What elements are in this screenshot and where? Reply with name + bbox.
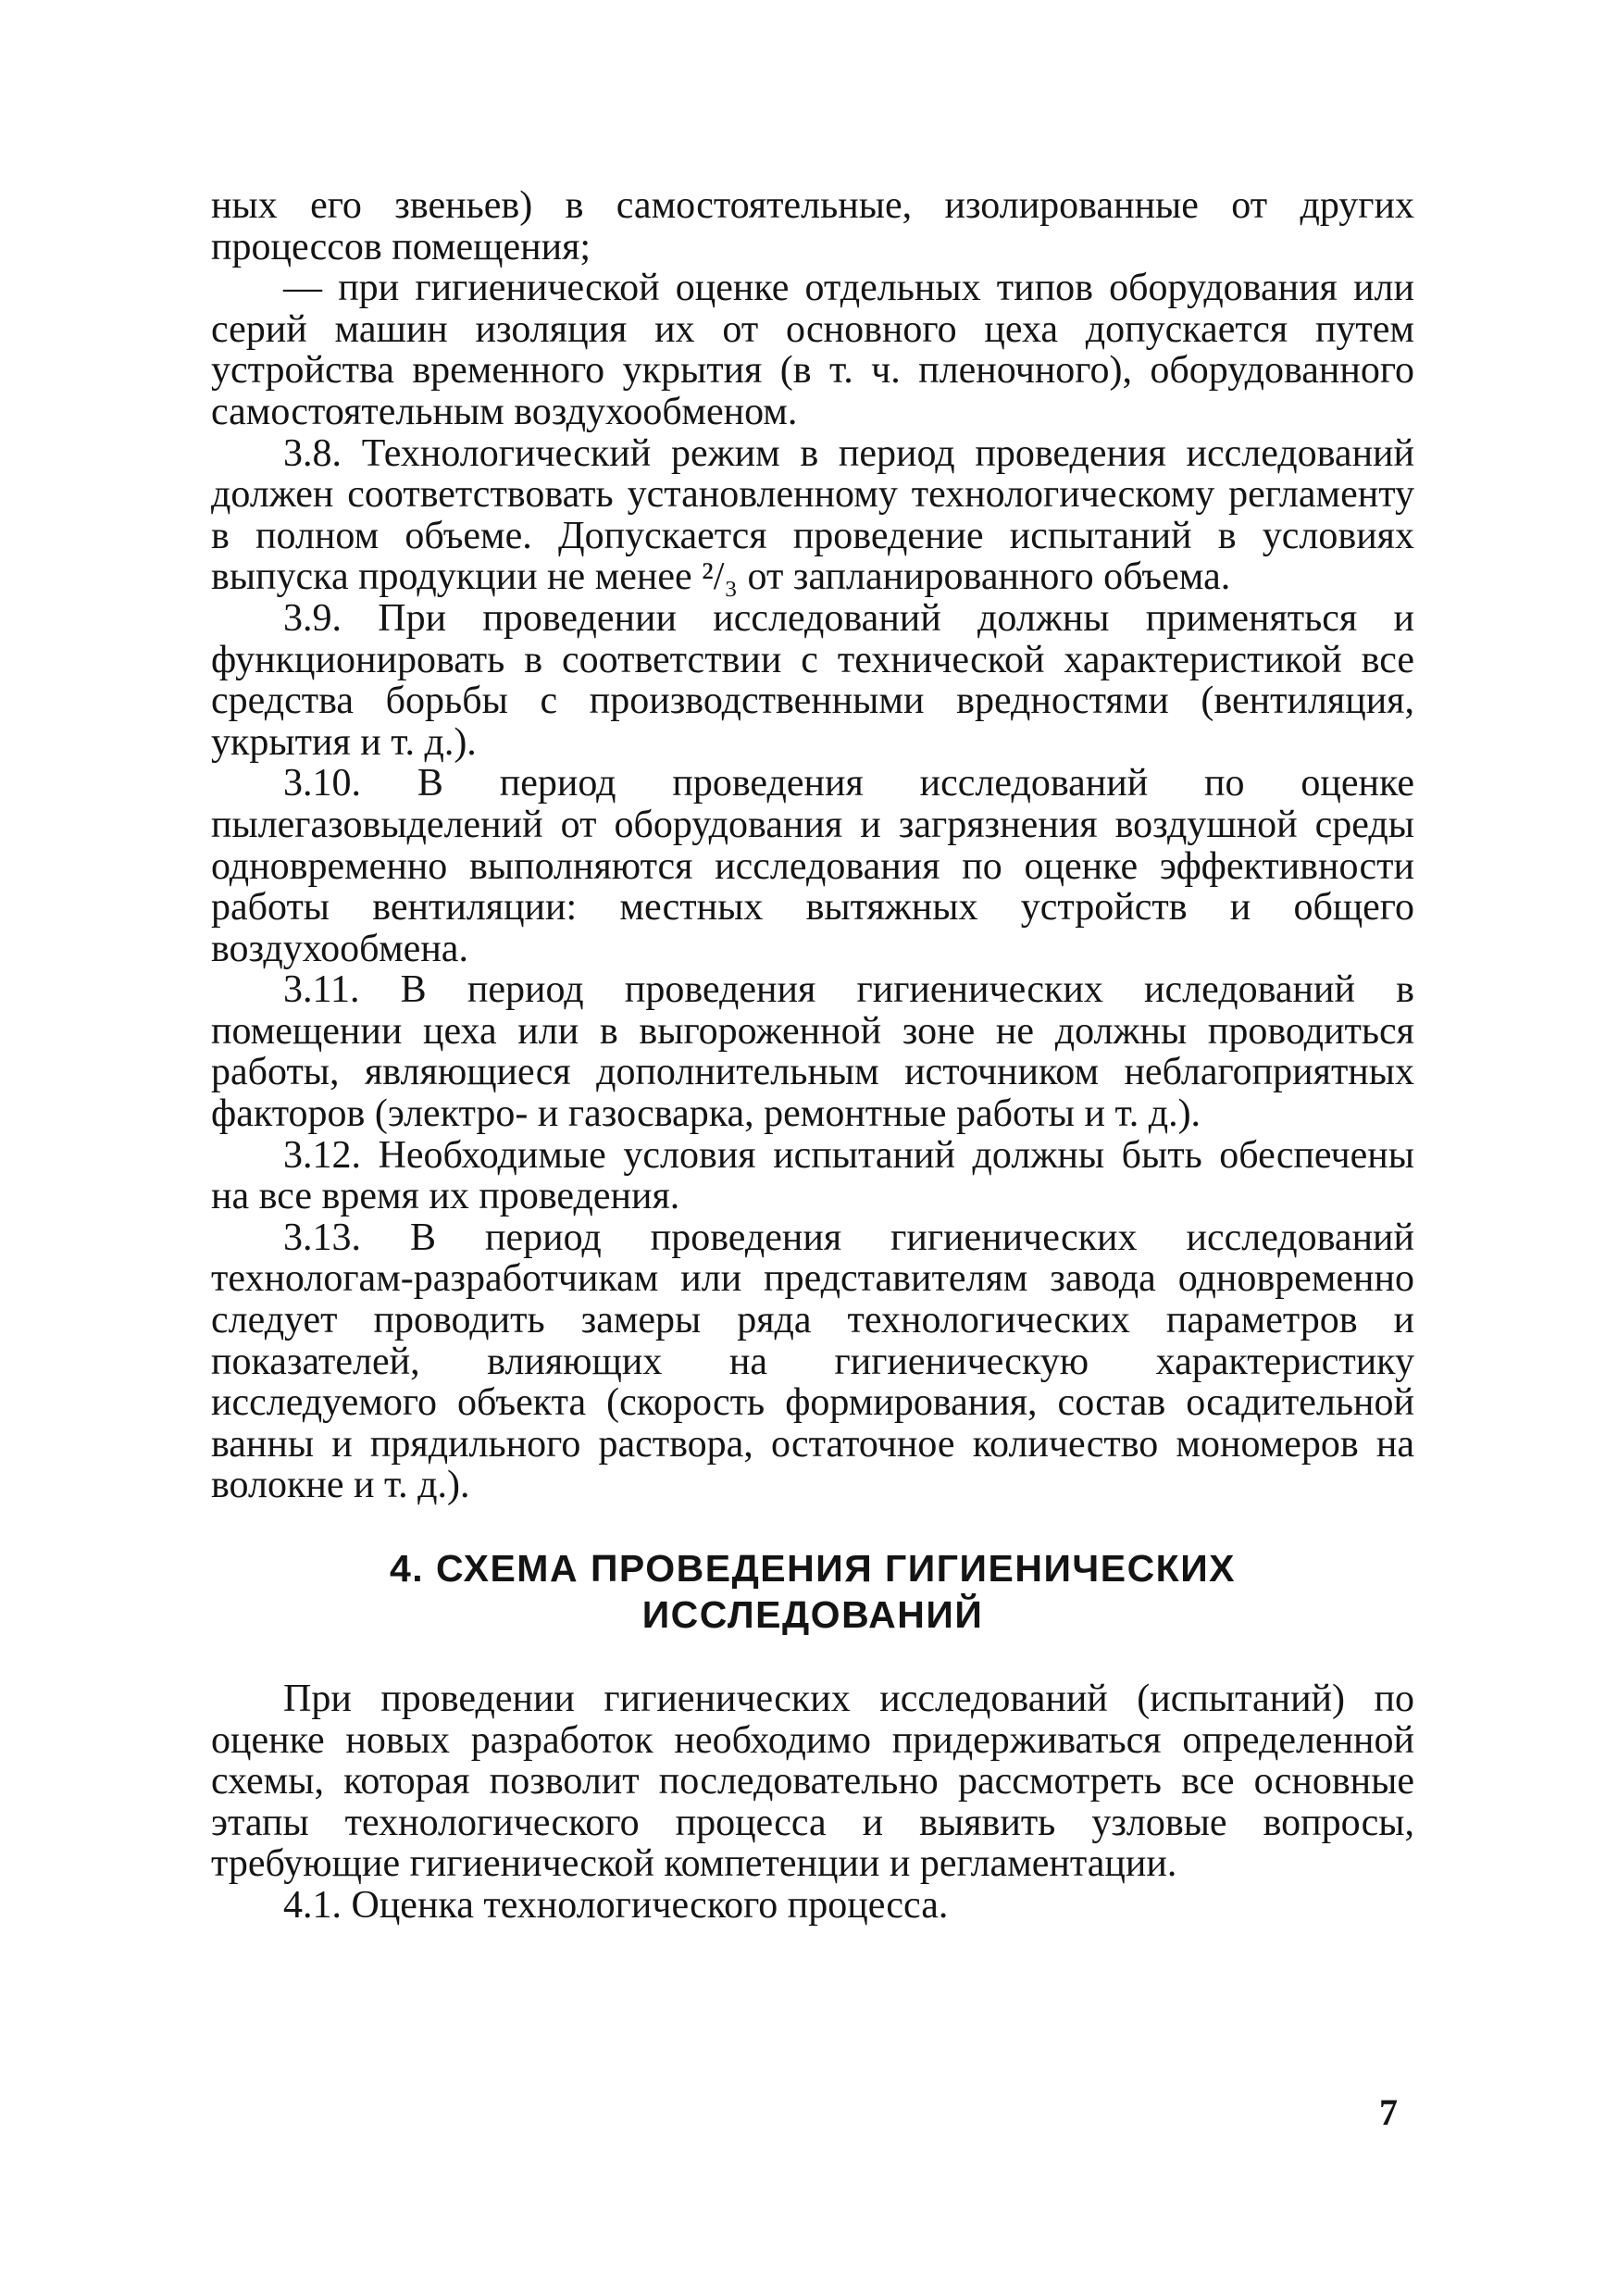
section-4-heading — [211, 1545, 1414, 1638]
paragraph-section-4-intro: При проведении гигиенических исследований (испытаний) по оценке новых разработок необходимо придерживаться определенной схемы, которая позволит последовательно рассмотреть все основные этапы технологического процесса и выявить узловые вопросы, требующие гигиенической компетенции и регламентации. — [211, 1678, 1414, 1886]
section-heading-line-1: 4. СХЕМА ПРОВЕДЕНИЯ ГИГИЕНИЧЕСКИХ — [389, 1547, 1237, 1590]
section-heading-line-2: ИССЛЕДОВАНИЙ — [641, 1593, 984, 1636]
paragraph-3-11: 3.11. В период проведения гигиенических иследований в помещении цеха или в выгороженной зоне не должны проводиться работы, являющиеся дополнительным источником неблагоприятных факторов (электро- и газосварка, ремонтные работы и т. д.). — [211, 968, 1414, 1136]
paragraph-4-1: 4.1. Оценка технологического процесса. — [283, 1883, 949, 1927]
paragraph-3-9: 3.9. При проведении исследований должны применяться и функционировать в соответствии с технической характеристикой все средства борьбы с производственными вредностями (вентиляция, укрытия и т. д.). — [211, 596, 1414, 764]
paragraph-3-10: 3.10. В период проведения исследований по оценке пылегазовыделений от оборудования и загрязнения воздушной среды одновременно выполняются исследования по оценке эффективности работы вентиляции: местных вытяжных устройств и общего воздухообмена. — [211, 762, 1414, 970]
paragraph-3-12: 3.12. Необходимые условия испытаний должны быть обеспечены на все время их проведения. — [211, 1133, 1414, 1218]
paragraph-continuation: ных его звеньев) в самостоятельные, изолированные от других процессов помещения; — [211, 184, 1414, 268]
paragraph-3-13: 3.13. В период проведения гигиенических исследований технологам-разработчикам или представителям завода одновременно следует проводить замеры ряда технологических параметров и показателей, влияющих на гигиеническую характеристику исследуемого объекта (скорость формирования, состав осадительной ванны и прядильного раствора, остаточное количество мономеров на волокне и т. д.). — [211, 1216, 1414, 1507]
page-number: 7 — [1379, 2091, 1398, 2133]
paragraph-temporary-shelter: — при гигиенической оценке отдельных типов оборудования или серий машин изоляция их от основного цеха допускается путем устройства временного укрытия (в т. ч. пленочного), оборудованного самостоятельным воздухообменом. — [211, 267, 1414, 433]
document-page — [211, 185, 1414, 1927]
paragraph-3-8: 3.8. Технологический режим в период проведения исследований должен соответствовать установленному технологическому регламенту в полном объеме. Допускается проведение испытаний в условиях выпуска продукции не менее ²/₃ от запланированного объема. — [211, 431, 1414, 599]
